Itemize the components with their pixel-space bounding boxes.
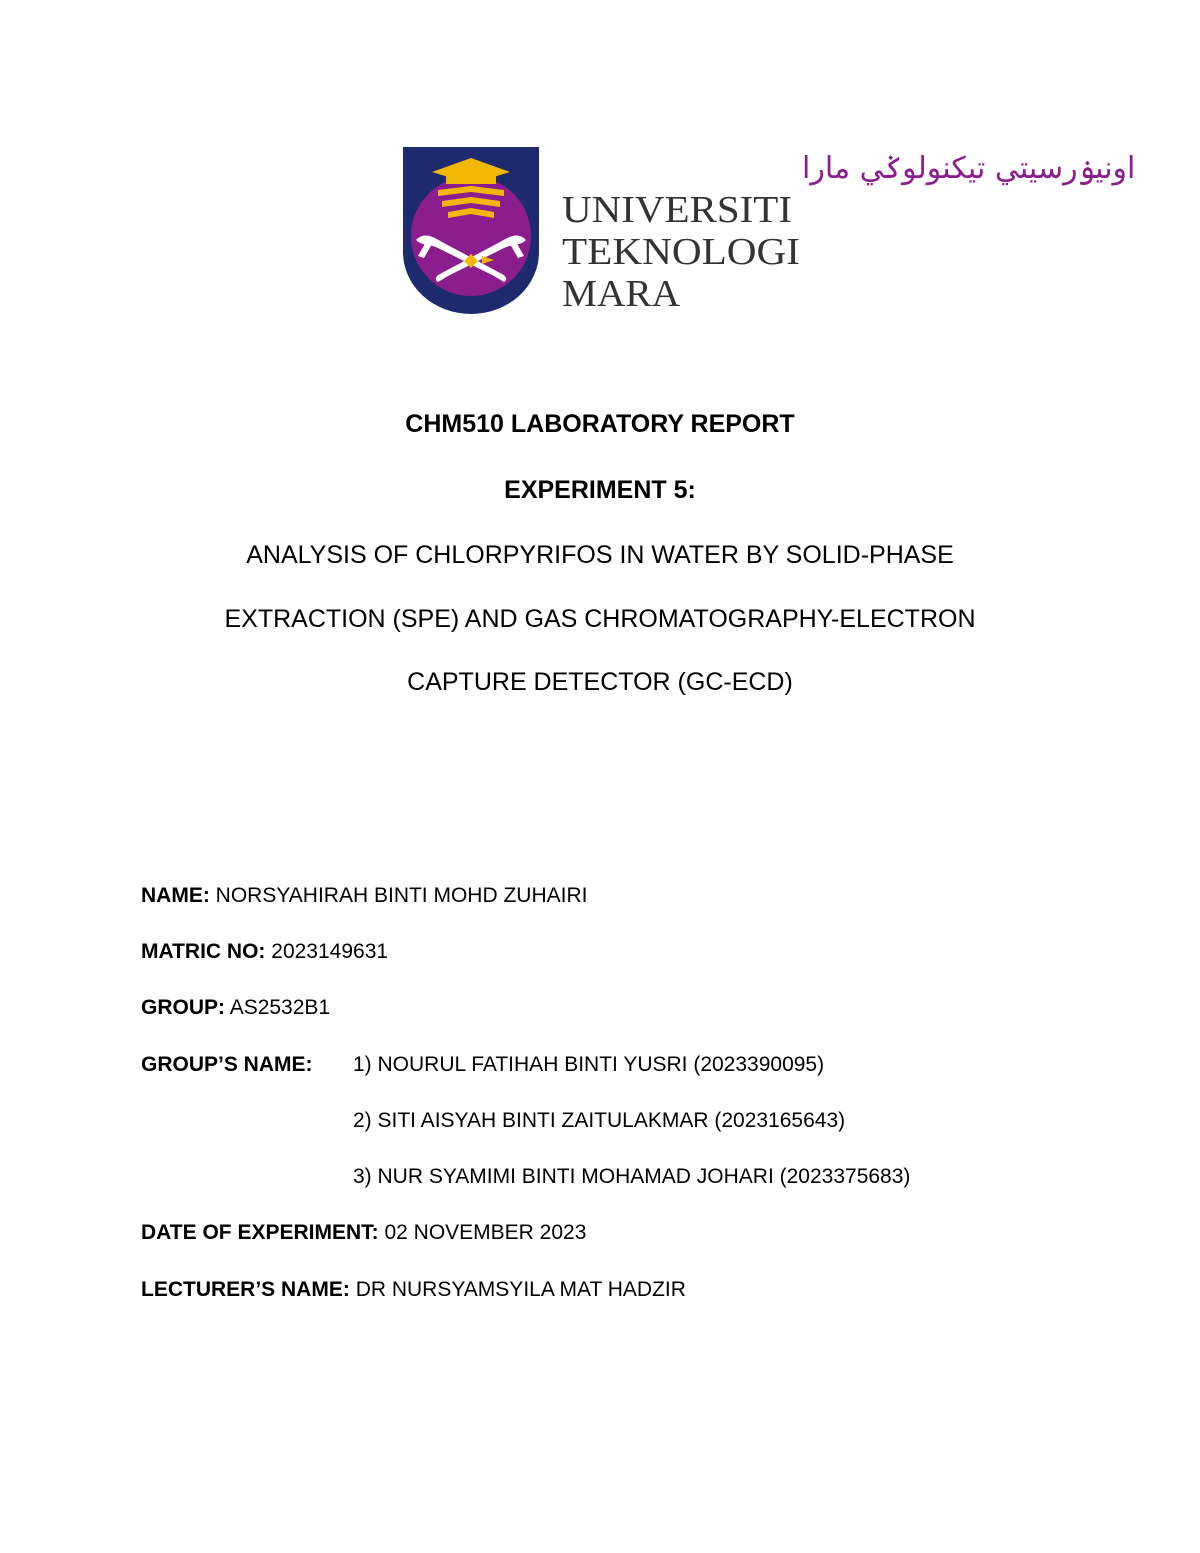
lecturer-label: LECTURER’S NAME: bbox=[141, 1278, 350, 1301]
group-member-2: 2) SITI AISYAH BINTI ZAITULAKMAR (2023165643) bbox=[353, 1109, 846, 1132]
matric-row bbox=[141, 939, 388, 965]
course-title: CHM510 LABORATORY REPORT bbox=[405, 410, 795, 438]
uitm-crest bbox=[403, 147, 539, 314]
date-row bbox=[141, 1220, 586, 1246]
name-row bbox=[141, 883, 587, 909]
groups-name-label: GROUP’S NAME: bbox=[141, 1053, 313, 1076]
matric-label: MATRIC NO: bbox=[141, 940, 266, 963]
date-value: 02 NOVEMBER 2023 bbox=[384, 1221, 587, 1244]
uitm-logo bbox=[402, 144, 1136, 315]
experiment-title-line-1: ANALYSIS OF CHLORPYRIFOS IN WATER BY SOLID-PHASE bbox=[246, 541, 954, 569]
lecturer-value: DR NURSYAMSYILA MAT HADZIR bbox=[355, 1278, 686, 1301]
name-value: NORSYAHIRAH BINTI MOHD ZUHAIRI bbox=[215, 884, 588, 907]
group-member-1: 1) NOURUL FATIHAH BINTI YUSRI (2023390095) bbox=[353, 1053, 825, 1076]
logo-line-2: TEKNOLOGI bbox=[562, 231, 800, 273]
matric-value: 2023149631 bbox=[271, 940, 389, 963]
group-value: AS2532B1 bbox=[229, 996, 331, 1019]
logo-line-3: MARA bbox=[562, 273, 681, 315]
groups-name-row bbox=[141, 1052, 313, 1078]
date-label: DATE OF EXPERIMENT: bbox=[141, 1221, 379, 1244]
logo-arabic-text: اونيۏرسيتي تيكنولوݢي مارا bbox=[802, 151, 1136, 186]
experiment-title-line-3: CAPTURE DETECTOR (GC-ECD) bbox=[407, 668, 793, 696]
group-label: GROUP: bbox=[141, 996, 225, 1019]
group-member-3: 3) NUR SYAMIMI BINTI MOHAMAD JOHARI (2023375683) bbox=[353, 1165, 911, 1188]
experiment-title-line-2: EXTRACTION (SPE) AND GAS CHROMATOGRAPHY-ELECTRON bbox=[224, 605, 976, 633]
group-row bbox=[141, 995, 330, 1021]
experiment-number: EXPERIMENT 5: bbox=[504, 476, 696, 504]
name-label: NAME: bbox=[141, 884, 210, 907]
lecturer-row bbox=[141, 1277, 686, 1303]
logo-line-1: UNIVERSITI bbox=[562, 189, 792, 231]
uitm-logo-graphic bbox=[402, 144, 1136, 315]
